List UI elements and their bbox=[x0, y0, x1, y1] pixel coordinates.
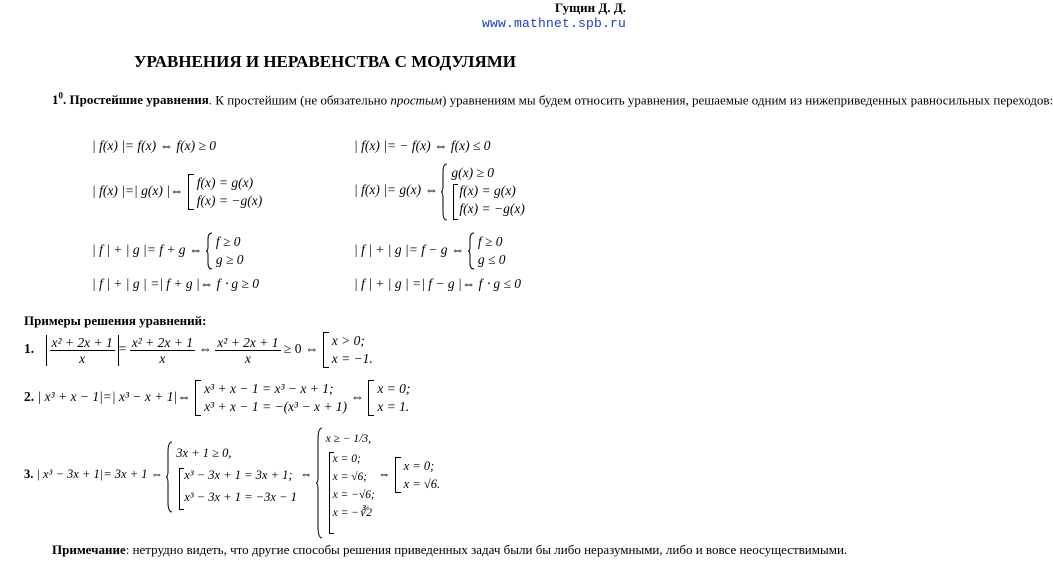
rule-3-lhs: | f(x) |=| g(x) |⇔ bbox=[92, 183, 184, 199]
example-1 bbox=[24, 332, 373, 368]
rule-6-case-a: f ≥ 0 bbox=[477, 234, 503, 249]
rule-6-case-b: g ≤ 0 bbox=[477, 252, 506, 267]
rule-3-set bbox=[187, 174, 262, 210]
intro-text-1: . К простейшим (не обязательно bbox=[208, 92, 391, 108]
example-1-abs bbox=[46, 335, 119, 366]
rule-3-case-b: f(x) = −g(x) bbox=[196, 193, 263, 208]
example-1-geq: ≥ 0 ⇔ bbox=[283, 341, 319, 357]
examples-heading: Примеры решения уравнений: bbox=[24, 313, 207, 328]
rule-3-case-a: f(x) = g(x) bbox=[196, 175, 254, 190]
example-3-number: 3. bbox=[24, 466, 34, 481]
example-1-set bbox=[322, 332, 373, 368]
rule-4-case-a: f(x) = g(x) bbox=[459, 183, 516, 198]
example-3-mid-root-1: x = 0; bbox=[332, 453, 361, 465]
example-2-lhs: | x³ + x − 1|=| x³ − x + 1|⇔ bbox=[37, 389, 191, 405]
example-1-abs-denominator: x bbox=[79, 350, 86, 366]
note-paragraph bbox=[24, 541, 848, 558]
example-3-system bbox=[166, 442, 297, 508]
rule-4-cond: g(x) ≥ 0 bbox=[451, 165, 495, 180]
example-1-iff: ⇔ bbox=[198, 341, 212, 357]
example-3-mid-root-3: x = −√6; bbox=[332, 489, 375, 501]
example-3-iff-2: ⇔ bbox=[378, 466, 391, 481]
example-3-result bbox=[394, 457, 440, 493]
rule-4-inner bbox=[451, 182, 524, 200]
example-1-abs-numerator: x² + 2x + 1 bbox=[51, 334, 113, 350]
rule-7: | f | + | g | =| f + g |⇔ f ⋅ g ≥ 0 bbox=[92, 276, 260, 291]
example-3-case-a: x³ − 3x + 1 = 3x + 1; bbox=[184, 468, 293, 482]
example-3-mid-cond: x ≥ − 1/3, bbox=[325, 433, 371, 445]
intro-text-2: ) уравнениям мы будем относить уравнения, решаемые одним из нижеприведенных равносильных переходов: bbox=[442, 92, 1053, 108]
rule-1: | f(x) |= f(x) ⇔ f(x) ≥ 0 bbox=[92, 138, 217, 153]
example-3-mid-root-4: x = −∛2 bbox=[332, 507, 373, 519]
example-3-cond: 3x + 1 ≥ 0, bbox=[176, 446, 232, 460]
example-3-result-b: x = √6. bbox=[403, 477, 441, 491]
example-2-case-b: x³ + x − 1 = −(x³ − x + 1) bbox=[204, 399, 348, 414]
intro-emphasis: простым bbox=[390, 92, 443, 108]
rule-6-system bbox=[468, 233, 506, 269]
example-2-result bbox=[367, 380, 410, 416]
example-3-mid-root-2: x = √6; bbox=[332, 471, 368, 483]
rule-2: | f(x) |= − f(x) ⇔ f(x) ≤ 0 bbox=[354, 138, 491, 153]
example-2 bbox=[24, 380, 410, 416]
intro-paragraph bbox=[24, 88, 1053, 108]
rule-6 bbox=[354, 233, 505, 269]
example-2-result-b: x = 1. bbox=[377, 399, 410, 414]
rule-8: | f | + | g | =| f − g |⇔ f ⋅ g ≤ 0 bbox=[354, 276, 522, 291]
rule-4-case-b: f(x) = −g(x) bbox=[459, 201, 525, 216]
example-3-result-a: x = 0; bbox=[403, 459, 435, 473]
rule-3 bbox=[92, 174, 262, 210]
example-1-rhs-numerator: x² + 2x + 1 bbox=[131, 334, 194, 350]
example-1-case-b: x = −1. bbox=[331, 351, 373, 366]
rule-5-case-a: f ≥ 0 bbox=[215, 234, 241, 249]
section-number: $1^0$. Простейшие уравнения bbox=[52, 91, 209, 108]
example-2-number: 2. bbox=[24, 389, 35, 405]
rule-4 bbox=[354, 164, 525, 218]
rule-5 bbox=[92, 233, 243, 269]
note-text: : нетрудно видеть, что другие способы решения приведенных задач были бы либо неразумными, либо и вовсе неосуществимыми. bbox=[125, 542, 848, 557]
example-3 bbox=[24, 428, 440, 522]
example-2-set bbox=[194, 380, 347, 416]
example-1-number: 1. bbox=[24, 341, 35, 357]
rule-4-lhs: | f(x) |= g(x) ⇔ bbox=[354, 182, 438, 198]
example-3-mid bbox=[316, 428, 375, 522]
example-2-iff: ⇔ bbox=[350, 389, 364, 405]
example-3-case-b: x³ − 3x + 1 = −3x − 1 bbox=[184, 490, 297, 504]
rule-5-system bbox=[206, 233, 244, 269]
example-1-cond-denominator: x bbox=[244, 350, 251, 366]
note-label: Примечание bbox=[52, 542, 126, 557]
example-3-lhs: | x³ − 3x + 1|= 3x + 1 ⇔ bbox=[36, 466, 164, 481]
rule-4-system bbox=[441, 164, 524, 218]
rule-6-lhs: | f | + | g |= f − g ⇔ bbox=[354, 242, 465, 258]
example-1-rhs-denominator: x bbox=[159, 350, 166, 366]
rule-5-lhs: | f | + | g |= f + g ⇔ bbox=[92, 242, 203, 258]
example-1-equals: = bbox=[118, 341, 127, 357]
example-2-result-a: x = 0; bbox=[377, 381, 411, 396]
author-name: Гущин Д. Д. bbox=[554, 0, 626, 15]
rule-5-case-b: g ≥ 0 bbox=[215, 252, 244, 267]
example-1-case-a: x > 0; bbox=[331, 333, 365, 348]
example-1-cond-numerator: x² + 2x + 1 bbox=[217, 334, 279, 350]
example-3-iff: ⇔ bbox=[299, 466, 313, 481]
page-title: УРАВНЕНИЯ И НЕРАВЕНСТВА С МОДУЛЯМИ bbox=[134, 52, 516, 71]
site-url: www.mathnet.spb.ru bbox=[481, 16, 626, 31]
example-2-case-a: x³ + x − 1 = x³ − x + 1; bbox=[204, 381, 334, 396]
